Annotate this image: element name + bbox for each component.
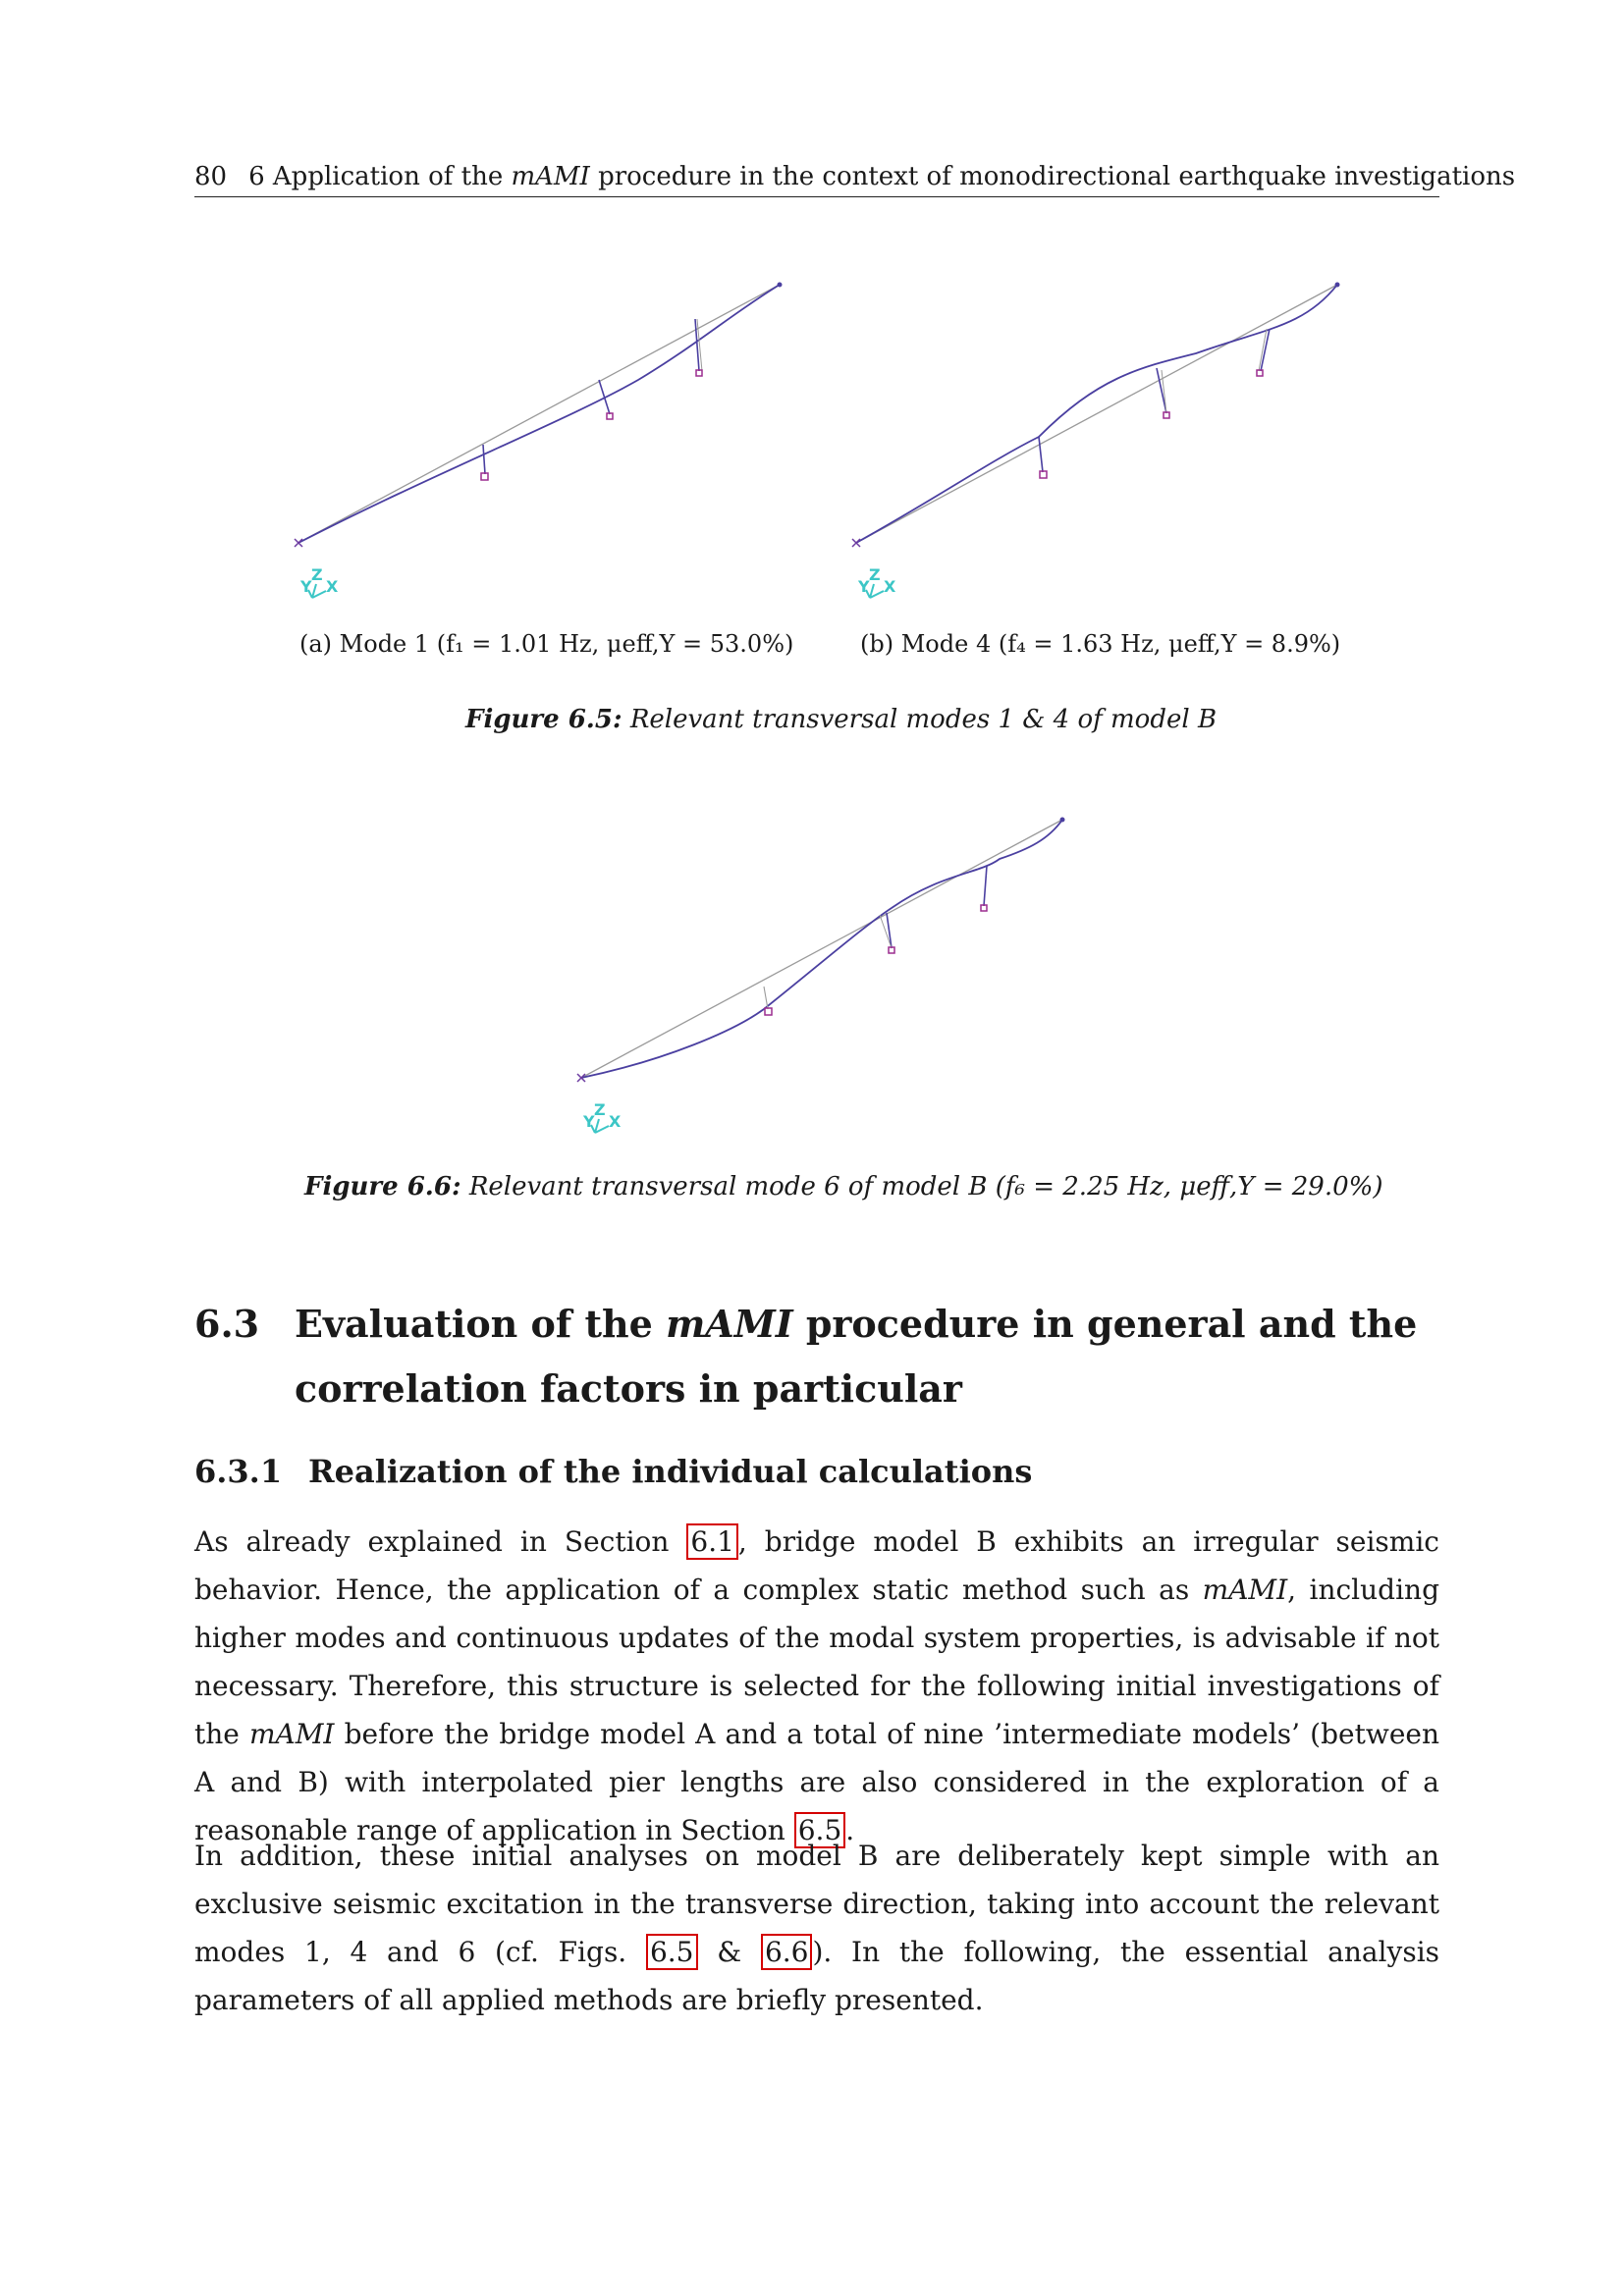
figure-6-5a-mode-shape (285, 270, 795, 604)
axis-label-z: Z (311, 565, 323, 584)
figure-6-5a-caption: (a) Mode 1 (f₁ = 1.01 Hz, μeff,Y = 53.0%) (299, 630, 794, 658)
axis-label-z: Z (869, 565, 881, 584)
text-run: , including higher modes and continuous updates of the modal system properties, is advisable if not necessary. Therefore, this structure is selected for the following initial investigations of the (194, 1574, 1440, 1750)
axis-triad-6-6 (582, 1100, 622, 1133)
section-ref-6-1-link[interactable]: 6.1 (686, 1523, 738, 1560)
figure-6-5-caption (465, 705, 1217, 734)
section-title (295, 1292, 1439, 1421)
text-em: mAMI (248, 1718, 335, 1750)
axis-label-y: Y (300, 577, 312, 596)
figure-6-6-caption-text: Relevant transversal mode 6 of model B (f₆ = 2.25 Hz, μeff,Y = 29.0%) (468, 1172, 1383, 1201)
figure-ref-6-6-link[interactable]: 6.6 (761, 1934, 813, 1970)
text-run: . (845, 1814, 855, 1846)
text-run: & (697, 1936, 761, 1968)
figure-6-5b-mode-shape (842, 270, 1353, 604)
figure-6-5b-caption: (b) Mode 4 (f₄ = 1.63 Hz, μeff,Y = 8.9%) (860, 630, 1341, 658)
axis-label-x: X (609, 1112, 622, 1131)
text-run: before the bridge model A and a total of nine ’intermediate models’ (between A and B) with interpolated pier lengths are also considered in the exploration of a reasonable range of application in Section (194, 1718, 1439, 1846)
text-run: As already explained in Section (194, 1525, 687, 1558)
section-title-pre: Evaluation of the (295, 1302, 667, 1346)
axis-triad-a (299, 565, 339, 598)
chapter-title-em: mAMI (511, 162, 590, 191)
figure-ref-6-5-link[interactable]: 6.5 (646, 1934, 698, 1970)
text-run: , bridge model B exhibits an irregular seismic behavior. Hence, the application of a complex static method such as (194, 1525, 1439, 1606)
axis-label-z: Z (594, 1100, 606, 1119)
paragraph-1 (194, 1518, 1439, 1854)
section-title-post: procedure in general and the correlation factors in particular (295, 1302, 1418, 1411)
section-ref-6-5-link[interactable]: 6.5 (794, 1812, 846, 1848)
figure-6-5-label: Figure 6.5: (465, 705, 623, 734)
section-number: 6.3 (194, 1302, 260, 1346)
subsection-heading (194, 1453, 1032, 1490)
subsection-number: 6.3.1 (194, 1453, 283, 1490)
axis-triad-b (857, 565, 896, 598)
section-title-em: mAMI (666, 1302, 793, 1346)
axis-label-x: X (326, 577, 339, 596)
text-run: ). In the following, the essential analysis parameters of all applied methods are briefly presented. (194, 1936, 1440, 2016)
paragraph-2 (194, 1832, 1439, 2024)
subsection-title: Realization of the individual calculations (308, 1453, 1033, 1490)
chapter-title-pre: 6 Application of the (248, 162, 512, 191)
figure-6-6-caption (304, 1172, 1383, 1201)
figure-6-5-caption-text: Relevant transversal modes 1 & 4 of model B (629, 705, 1218, 734)
figure-6-6-mode-shape (568, 805, 1078, 1139)
axis-label-y: Y (583, 1112, 595, 1131)
axis-label-y: Y (858, 577, 870, 596)
text-run: In addition, these initial analyses on model B are deliberately kept simple with an exclusive seismic excitation in the transverse direction, taking into account the relevant modes 1, 4 and 6 (cf. Figs. (194, 1840, 1439, 1968)
axis-label-x: X (884, 577, 896, 596)
page-number: 80 (194, 162, 228, 191)
chapter-title-post: procedure in the context of monodirectional earthquake investigations (589, 162, 1516, 191)
text-em: mAMI (1202, 1574, 1288, 1606)
running-header (194, 157, 1516, 197)
figure-6-6-label: Figure 6.6: (304, 1172, 461, 1201)
